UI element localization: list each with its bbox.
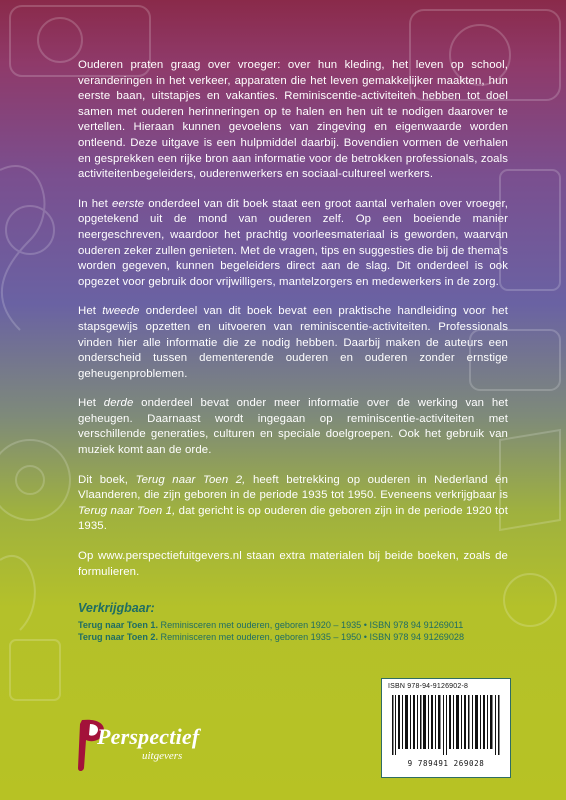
availability-row-1 bbox=[78, 619, 518, 631]
paragraph-website: Op www.perspectiefuitgevers.nl staan extra materialen bij beide boeken, zoals de formulieren. bbox=[78, 550, 508, 578]
p3-text-a: Het bbox=[78, 305, 103, 318]
paragraph-intro: Ouderen praten graag over vroeger: over hun kleding, het leven op school, veranderingen in het verkeer, apparaten die het leven gemakkelijker maakten, hun eerste baan, uitstapjes en vakanties. Reminiscentie-activiteiten hebben tot doel samen met ouderen herinneringen op te halen en hen uit te nodigen daarover te vertellen. Hieraan kunnen gevoelens van zingeving en eigenwaarde worden ontleend. Deze uitgave is een hulpmiddel daarbij. Bovendien vormen de verhalen en gesprekken een rijke bron aan informatie voor de betrokken professionals, zoals activiteitenbegeleiders, ouderenwerkers en sociaal-cultureel werkers. bbox=[78, 59, 508, 181]
blurb bbox=[78, 58, 508, 580]
paragraph-second-part bbox=[78, 304, 508, 382]
p5-emphasis-2: Terug naar Toen 1, bbox=[78, 504, 176, 517]
p2-text-a: In het bbox=[78, 197, 112, 210]
publisher-logo bbox=[70, 716, 200, 774]
p5-emphasis-1: Terug naar Toen 2, bbox=[135, 473, 246, 486]
p3-text-b: onderdeel van dit boek bevat een praktische handleiding voor het stapsgewijs opzetten en uitvoeren van reminiscentie-activiteiten. Professionals vinden hier alle informatie die ze nodig hebben. Daarbij maken de auteurs een onderscheid tussen dementerende ouderen en ouderen zonder ernstige geheugenproblemen. bbox=[78, 305, 508, 380]
p4-text-b: onderdeel bevat onder meer informatie over de werking van het geheugen. Daarnaast wordt ingegaan op reminiscentie-activiteiten met verschillende generaties, culturen en speciale doelgroepen. Ook het gebruik van muziek komt aan de orde. bbox=[78, 397, 508, 457]
p5-text-a: Dit boek, bbox=[78, 473, 136, 486]
p5-text-c: dat gericht is op ouderen die geboren zijn in de periode 1920 tot 1935. bbox=[78, 504, 508, 533]
publisher-name: Perspectief bbox=[97, 724, 200, 749]
availability-row-2 bbox=[78, 631, 518, 643]
paragraph-third-part bbox=[78, 396, 508, 458]
availability-row-2-details: Reminisceren met ouderen, geboren 1935 – 1950 • ISBN 978 94 91269028 bbox=[158, 632, 465, 642]
barcode-number: 9 789491 269028 bbox=[407, 759, 485, 768]
availability-row-2-title: Terug naar Toen 2. bbox=[78, 632, 159, 642]
paragraph-first-part bbox=[78, 197, 508, 291]
publisher-subtitle: uitgevers bbox=[142, 750, 183, 762]
availability-row-1-title: Terug naar Toen 1. bbox=[78, 620, 159, 630]
availability-section bbox=[78, 601, 518, 643]
p5-text-b: heeft betrekking op ouderen in Nederland én Vlaanderen, die zijn geboren in de periode 1935 tot 1950. Eveneens verkrijgbaar is bbox=[78, 473, 509, 502]
isbn-label: ISBN 978-94-9126902-8 bbox=[388, 683, 469, 690]
p2-emphasis: eerste bbox=[111, 197, 145, 210]
availability-title: Verkrijgbaar: bbox=[78, 601, 155, 615]
p4-emphasis: derde bbox=[103, 397, 134, 410]
paragraph-book-info bbox=[78, 473, 508, 535]
barcode-bars bbox=[392, 695, 500, 755]
barcode-box bbox=[381, 678, 511, 778]
availability-row-1-details: Reminisceren met ouderen, geboren 1920 – 1935 • ISBN 978 94 91269011 bbox=[158, 620, 464, 630]
p3-emphasis: tweede bbox=[102, 305, 140, 318]
p2-text-b: onderdeel van dit boek staat een groot aantal verhalen over vroeger, opgetekend uit de mond van ouderen zelf. Op een boeiende manier neergeschreven, waardoor het prachtig voorleesmateriaal is geworden, waarvan ouderen zeker zullen genieten. Met de vragen, tips en suggesties die bij de thema's worden gegeven, kunnen begeleiders direct aan de slag. Dit onderdeel is ook opgezet voor gebruik door vrijwilligers, mantelzorgers en medewerkers in de zorg. bbox=[78, 197, 508, 288]
p4-text-a: Het bbox=[78, 397, 104, 410]
